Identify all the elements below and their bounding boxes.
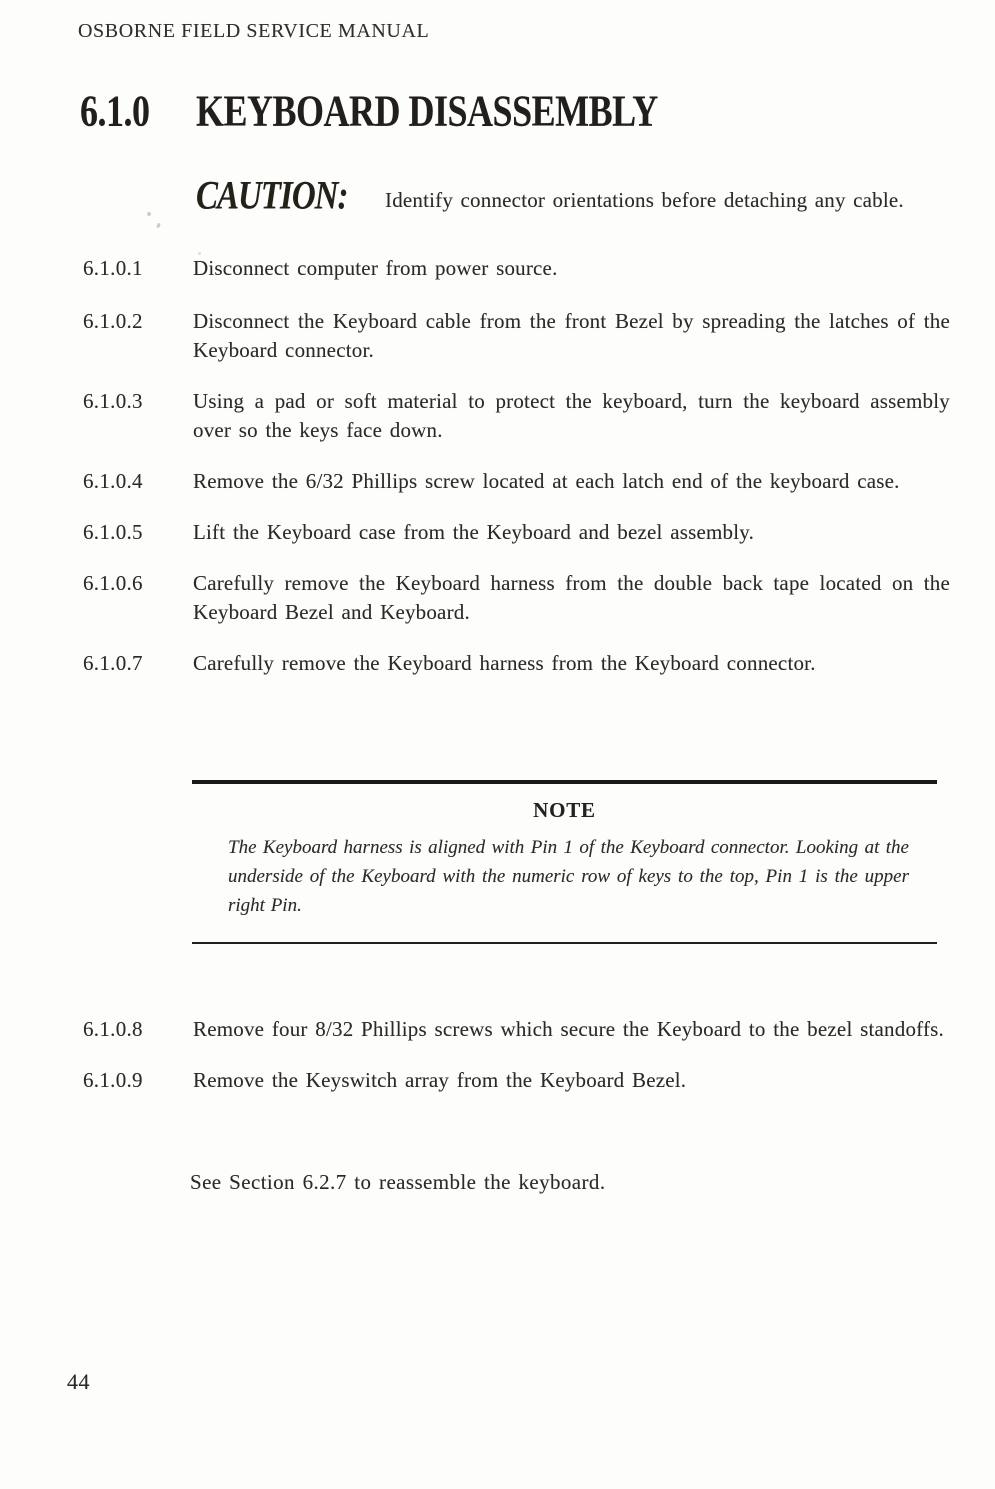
step-item	[0, 649, 950, 678]
step-number: 6.1.0.6	[83, 571, 143, 595]
note-title: NOTE	[533, 798, 596, 822]
procedure-steps	[0, 254, 950, 700]
step-text: Disconnect computer from power source.	[193, 256, 558, 280]
section-heading	[80, 86, 658, 136]
caution-text: Identify connector orientations before detaching any cable.	[385, 188, 904, 212]
step-item	[0, 569, 950, 627]
scan-speck	[147, 212, 151, 216]
note-rule-top	[192, 780, 937, 784]
step-text: Remove four 8/32 Phillips screws which secure the Keyboard to the bezel standoffs.	[193, 1017, 944, 1041]
step-item	[0, 307, 950, 365]
step-text: Lift the Keyboard case from the Keyboard and bezel assembly.	[193, 520, 755, 544]
step-number: 6.1.0.5	[83, 520, 143, 544]
step-text: Remove the 6/32 Phillips screw located at each latch end of the keyboard case.	[193, 469, 900, 493]
step-number: 6.1.0.4	[83, 469, 143, 493]
step-number: 6.1.0.7	[83, 651, 143, 675]
page-header: OSBORNE FIELD SERVICE MANUAL	[78, 20, 430, 42]
step-number: 6.1.0.8	[83, 1017, 143, 1041]
step-text: Carefully remove the Keyboard harness from the Keyboard connector.	[193, 651, 816, 675]
note-box	[192, 780, 937, 944]
closing-note: See Section 6.2.7 to reassemble the keyboard.	[190, 1170, 606, 1194]
step-item	[0, 1066, 950, 1095]
page-number: 44	[67, 1369, 90, 1394]
step-text: Using a pad or soft material to protect the keyboard, turn the keyboard assembly over so the keys face down.	[193, 389, 950, 442]
step-item	[0, 254, 950, 283]
step-text: Disconnect the Keyboard cable from the front Bezel by spreading the latches of the Keyboard connector.	[193, 309, 950, 362]
procedure-steps-continued	[0, 1015, 950, 1117]
section-number: 6.1.0	[80, 86, 150, 136]
step-text: Carefully remove the Keyboard harness from the double back tape located on the Keyboard Bezel and Keyboard.	[193, 571, 950, 624]
note-text: The Keyboard harness is aligned with Pin 1 of the Keyboard connector. Looking at the underside of the Keyboard with the numeric row of keys to the top, Pin 1 is the upper right Pin.	[228, 837, 909, 916]
step-item	[0, 518, 950, 547]
step-number: 6.1.0.2	[83, 309, 143, 333]
step-number: 6.1.0.9	[83, 1068, 143, 1092]
section-title: KEYBOARD DISASSEMBLY	[196, 86, 658, 136]
step-item	[0, 467, 950, 496]
step-item	[0, 387, 950, 445]
note-rule-bottom	[192, 942, 937, 944]
step-number: 6.1.0.1	[83, 256, 143, 280]
caution-label: CAUTION:	[196, 174, 348, 219]
step-number: 6.1.0.3	[83, 389, 143, 413]
step-text: Remove the Keyswitch array from the Keyboard Bezel.	[193, 1068, 687, 1092]
scan-speck	[198, 252, 201, 255]
step-item	[0, 1015, 950, 1044]
scan-speck	[156, 223, 161, 229]
